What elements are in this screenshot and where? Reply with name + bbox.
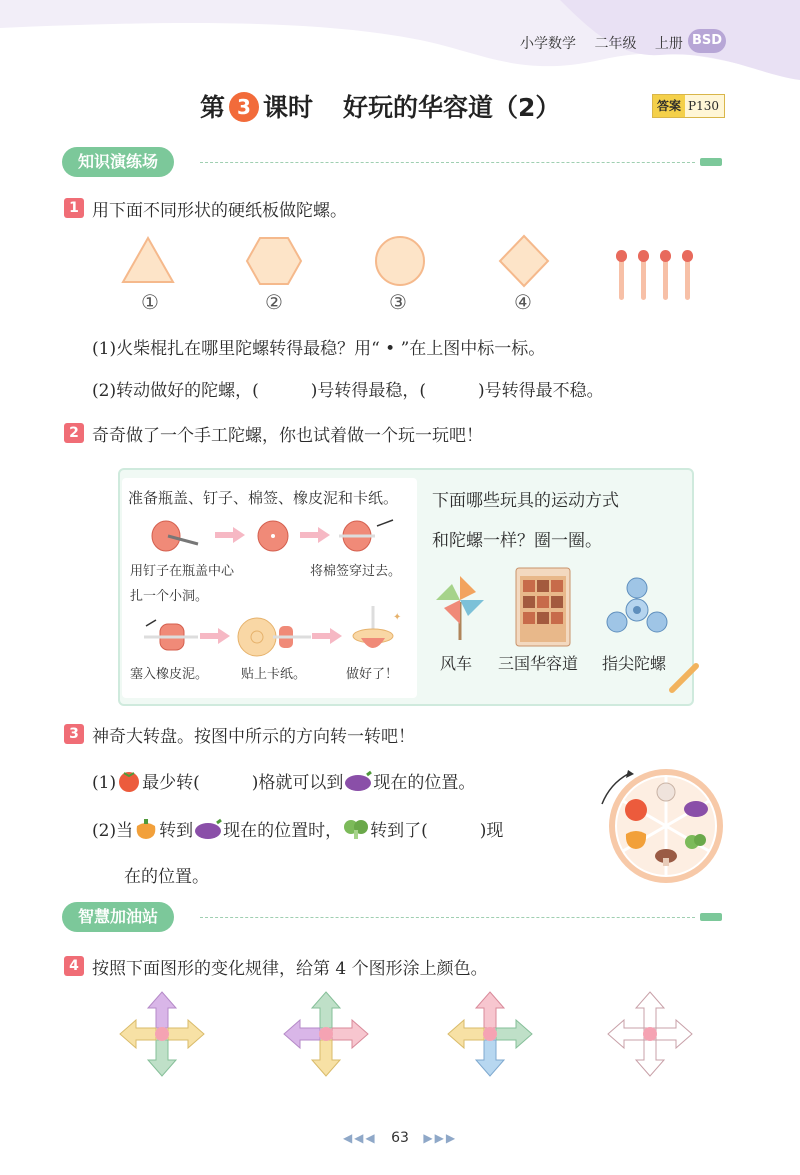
fidget-spinner-icon[interactable] bbox=[606, 576, 668, 636]
arrow-right-icon bbox=[300, 527, 330, 543]
q1-sub1: (1)火柴棍扎在哪里陀螺转得最稳？用“ • ”在上图中标一标。 bbox=[92, 339, 546, 359]
q3-sub2-part-d: 转到了( bbox=[370, 821, 428, 841]
toy-label-fidget-spinner: 指尖陀螺 bbox=[602, 654, 667, 673]
title-prefix: 第 bbox=[200, 93, 226, 122]
materials-text: 准备瓶盖、钉子、棉签、橡皮泥和卡纸。 bbox=[128, 489, 399, 507]
q3-stem: 神奇大转盘。按图中所示的方向转一转吧！ bbox=[92, 727, 415, 747]
step4-text: 贴上卡纸。 bbox=[241, 667, 307, 682]
bottle-cap-icon bbox=[253, 518, 293, 554]
cardboard-disc-icon bbox=[233, 614, 313, 660]
footer-left-arrows: ◀◀◀ bbox=[342, 1131, 377, 1145]
step3-text: 塞入橡皮泥。 bbox=[130, 667, 209, 682]
step1-text-b: 扎一个小洞。 bbox=[130, 589, 209, 604]
footer-right-arrows: ▶▶▶ bbox=[423, 1131, 458, 1145]
hexagon-cardboard[interactable] bbox=[244, 234, 304, 288]
q1-sub2-part-a: (2)转动做好的陀螺，( bbox=[92, 381, 259, 401]
pinwheel-icon[interactable] bbox=[432, 572, 488, 642]
finished-spinning-top-icon bbox=[345, 604, 405, 660]
arrow-right-icon bbox=[312, 628, 342, 644]
series-subject: 小学数学 bbox=[520, 36, 576, 52]
pencil-icon bbox=[700, 913, 722, 921]
toy-question-line2: 和陀螺一样？圈一圈。 bbox=[432, 531, 602, 551]
step1-text-a: 用钉子在瓶盖中心 bbox=[130, 564, 235, 579]
lesson-number: 3 bbox=[229, 92, 259, 122]
q3-sub1-part-b: 最少转( bbox=[142, 773, 200, 793]
plasticine-cap-icon bbox=[142, 616, 200, 656]
q3-sub1-part-c: )格就可以到 bbox=[251, 773, 344, 793]
title-suffix: 课时 bbox=[263, 93, 314, 122]
bottle-cap-icon bbox=[140, 518, 200, 554]
edition-badge: BSD bbox=[688, 29, 726, 53]
q3-sub2-part-a: (2)当 bbox=[92, 821, 134, 841]
shape-label-2: ② bbox=[265, 290, 283, 314]
matchstick-icon bbox=[641, 254, 646, 300]
q3-sub1 bbox=[92, 768, 475, 793]
q1-sub2-part-c: )号转得最不稳。 bbox=[477, 381, 604, 401]
book-series bbox=[520, 33, 697, 53]
pencil-icon bbox=[700, 158, 722, 166]
matchstick-icon bbox=[663, 254, 668, 300]
q4-stem: 按照下面图形的变化规律，给第 4 个图形涂上颜色。 bbox=[92, 959, 488, 979]
series-grade: 二年级 bbox=[594, 36, 637, 52]
q3-sub2 bbox=[92, 816, 503, 841]
q1-sub2 bbox=[92, 376, 604, 401]
triangle-cardboard[interactable] bbox=[118, 232, 178, 288]
q3-sub2-part-c: 现在的位置时， bbox=[223, 821, 343, 841]
matchstick-icon bbox=[685, 254, 690, 300]
vegetable-wheel[interactable] bbox=[588, 762, 728, 888]
step2-text: 将棉签穿过去。 bbox=[310, 564, 402, 579]
toy-label-pinwheel: 风车 bbox=[440, 654, 473, 673]
q1-stem: 用下面不同形状的硬纸板做陀螺。 bbox=[92, 201, 347, 221]
section-title-challenge: 智慧加油站 bbox=[62, 902, 174, 932]
answer-reference bbox=[652, 94, 725, 118]
arrow-right-icon bbox=[200, 628, 230, 644]
tomato-icon bbox=[116, 770, 142, 792]
eggplant-icon bbox=[193, 818, 223, 840]
question-number-2: 2 bbox=[64, 423, 84, 443]
arrow-right-icon bbox=[215, 527, 245, 543]
page-footer bbox=[0, 1130, 800, 1146]
section-divider bbox=[200, 162, 695, 163]
answer-page: P130 bbox=[688, 99, 719, 113]
page-title bbox=[200, 88, 560, 124]
pencil-icon bbox=[666, 660, 700, 694]
answer-label: 答案 bbox=[653, 95, 685, 117]
svg-text:✦: ✦ bbox=[393, 612, 402, 623]
q3-sub2-part-b: 转到 bbox=[159, 821, 194, 841]
step5-text: 做好了！ bbox=[346, 667, 399, 682]
q3-sub2-part-e: )现 bbox=[479, 821, 504, 841]
q2-stem: 奇奇做了一个手工陀螺，你也试着做一个玩一玩吧！ bbox=[92, 426, 483, 446]
series-volume: 上册 bbox=[654, 36, 683, 52]
toy-label-huarongdao: 三国华容道 bbox=[498, 654, 579, 673]
section-title-practice: 知识演练场 bbox=[62, 147, 174, 177]
huarongdao-puzzle-icon[interactable] bbox=[514, 566, 572, 648]
section-divider bbox=[200, 917, 695, 918]
toy-question-line1: 下面哪些玩具的运动方式 bbox=[432, 491, 619, 511]
shape-label-4: ④ bbox=[514, 290, 532, 314]
question-number-1: 1 bbox=[64, 198, 84, 218]
shape-label-1: ① bbox=[141, 290, 159, 314]
matchstick-icon bbox=[619, 254, 624, 300]
q3-sub1-part-a: (1) bbox=[92, 773, 117, 793]
lesson-name: 好玩的华容道（2） bbox=[343, 93, 561, 122]
cross-arrow-figure-1 bbox=[118, 990, 206, 1078]
bottle-cap-cotton-swab-icon bbox=[335, 518, 395, 554]
question-number-3: 3 bbox=[64, 724, 84, 744]
eggplant-icon bbox=[343, 770, 373, 792]
bell-pepper-icon bbox=[133, 818, 159, 840]
broccoli-icon bbox=[342, 818, 370, 840]
shape-label-3: ③ bbox=[389, 290, 407, 314]
question-number-4: 4 bbox=[64, 956, 84, 976]
q3-sub2-cont: 在的位置。 bbox=[124, 867, 209, 887]
cross-arrow-figure-2 bbox=[282, 990, 370, 1078]
page-number: 63 bbox=[391, 1130, 409, 1146]
q3-sub1-part-d: 现在的位置。 bbox=[373, 773, 476, 793]
cross-arrow-figure-3 bbox=[446, 990, 534, 1078]
rhombus-cardboard[interactable] bbox=[496, 232, 552, 290]
q1-sub2-part-b: )号转得最稳，( bbox=[310, 381, 426, 401]
circle-cardboard[interactable] bbox=[372, 234, 428, 288]
cross-arrow-figure-4-blank[interactable] bbox=[606, 990, 694, 1078]
